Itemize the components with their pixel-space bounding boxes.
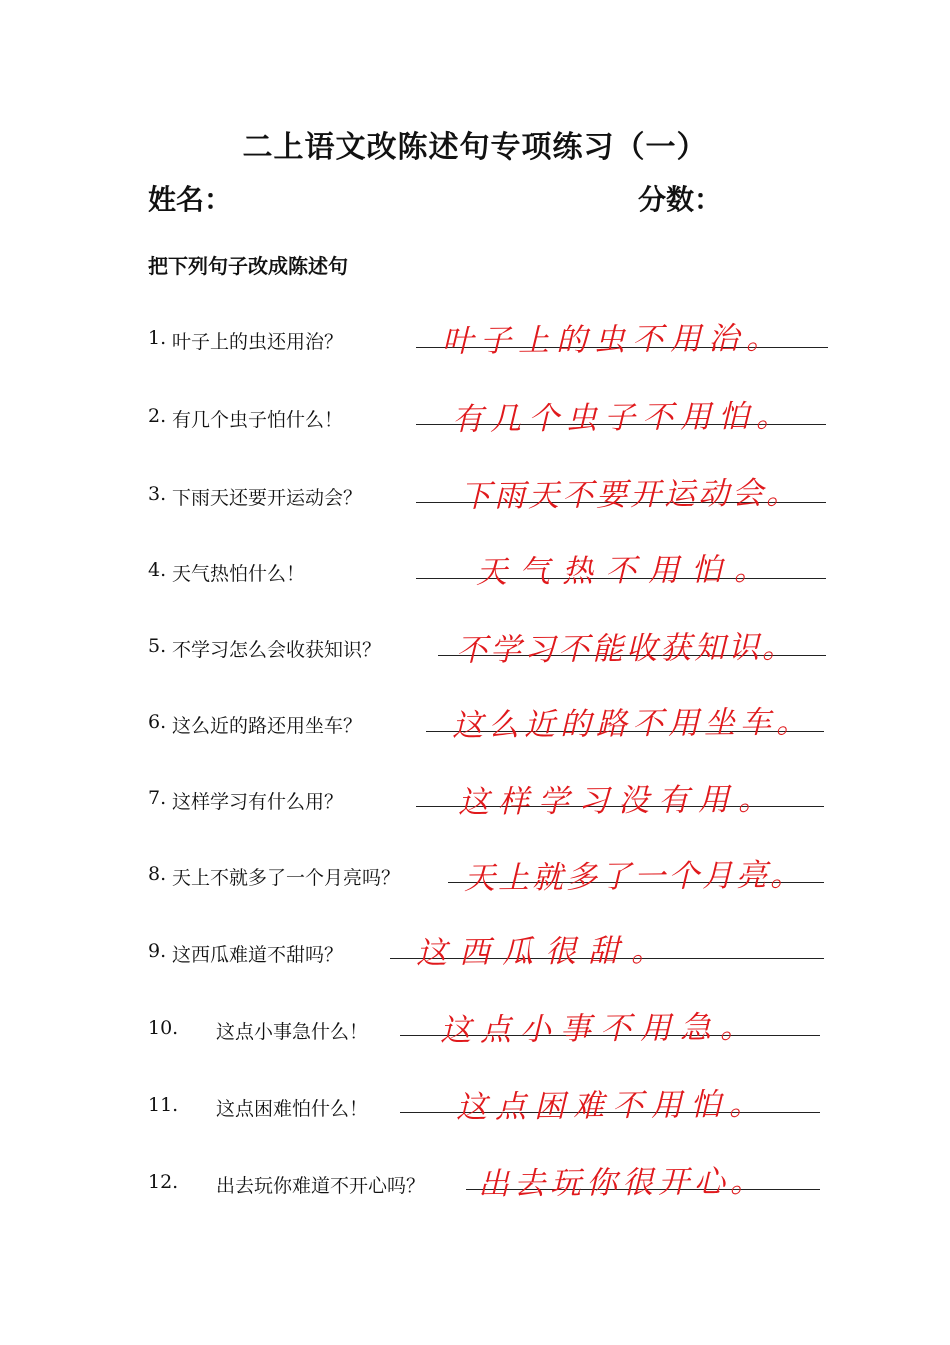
handwritten-answer: 天气热不用怕。 (475, 551, 778, 591)
handwritten-answer: 这点困难不用怕。 (455, 1086, 769, 1126)
question-text: 这点困难怕什么！ (216, 1098, 369, 1120)
question-text: 不学习怎么会收获知识？ (172, 639, 382, 661)
handwritten-answer: 下雨天不要开运动会。 (459, 475, 801, 515)
question-text: 这样学习有什么用？ (172, 791, 344, 813)
handwritten-answer: 有几个虫子不用怕。 (451, 398, 795, 438)
handwritten-answer: 这样学习没有用。 (457, 781, 779, 821)
handwritten-answer: 这西瓜很甜。 (415, 932, 675, 972)
handwritten-answer: 这点小事不用急。 (439, 1009, 761, 1049)
question-number: 9. (148, 940, 167, 962)
question-number: 7. (148, 787, 167, 809)
handwritten-answer: 这么近的路不用坐车。 (451, 704, 813, 744)
question-number: 5. (148, 635, 167, 657)
instruction: 把下列句子改成陈述句 (148, 254, 348, 278)
question-text: 有几个虫子怕什么！ (172, 409, 344, 431)
handwritten-answer: 不学习不能收获知识。 (455, 629, 797, 669)
question-text: 天上不就多了一个月亮吗？ (172, 867, 401, 889)
handwritten-answer: 出去玩你很开心。 (477, 1163, 767, 1203)
handwritten-answer: 天上就多了一个月亮。 (463, 857, 805, 897)
question-number: 4. (148, 559, 167, 581)
question-number: 1. (148, 327, 167, 349)
question-number: 3. (148, 483, 167, 505)
question-text: 这西瓜难道不甜吗？ (172, 944, 344, 966)
question-text: 天气热怕什么！ (172, 563, 306, 585)
question-text: 这么近的路还用坐车？ (172, 715, 363, 737)
question-text: 下雨天还要开运动会？ (172, 487, 363, 509)
name-label: 姓名： (148, 183, 233, 216)
question-number: 10. (148, 1017, 179, 1039)
question-number: 12. (148, 1171, 179, 1193)
question-text: 这点小事急什么！ (216, 1021, 369, 1043)
handwritten-answer: 叶子上的虫不用治。 (441, 320, 785, 360)
question-number: 2. (148, 405, 167, 427)
question-number: 11. (148, 1094, 179, 1116)
question-number: 6. (148, 711, 167, 733)
question-text: 叶子上的虫还用治？ (172, 331, 344, 353)
question-number: 8. (148, 863, 167, 885)
score-label: 分数： (638, 183, 723, 216)
page-title: 二上语文改陈述句专项练习（一） (242, 130, 708, 165)
question-text: 出去玩你难道不开心吗？ (216, 1175, 426, 1197)
